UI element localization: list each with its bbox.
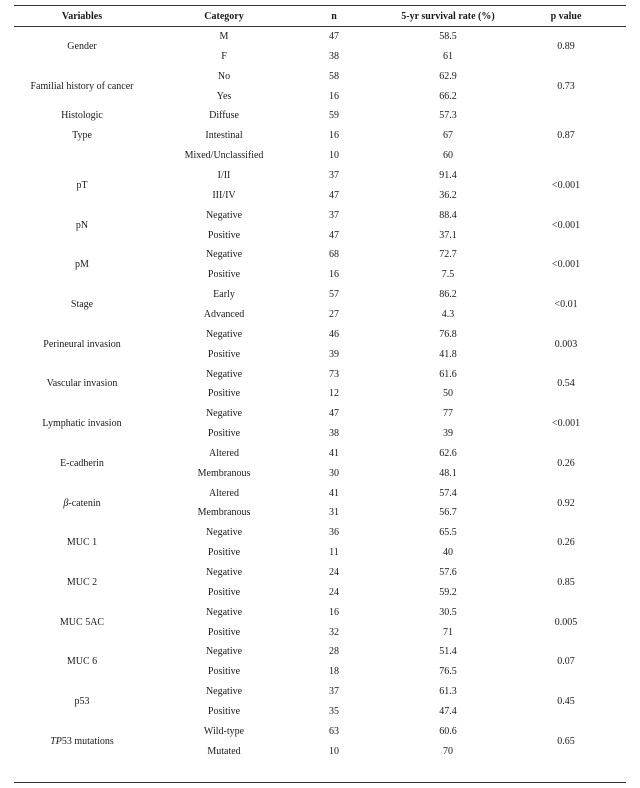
row-n: 11 [329, 547, 339, 559]
row-n: 38 [329, 50, 339, 62]
row-category: Positive [207, 388, 241, 400]
row-n: 16 [329, 130, 339, 142]
header-survival-rate: 5-yr survival rate (%) [401, 11, 495, 22]
variable-label: MUC 1 [66, 537, 98, 549]
variable-label: MUC 2 [66, 576, 98, 588]
row-survival-rate: 77 [443, 408, 453, 420]
p-value: <0.001 [551, 259, 581, 271]
row-survival-rate: 4.3 [441, 308, 455, 320]
variable-label: Gender [67, 40, 97, 52]
variable-label [63, 498, 100, 510]
row-survival-rate: 66.2 [439, 90, 457, 102]
row-category: Membranous [197, 467, 251, 479]
variable-label: pT [76, 179, 88, 191]
row-category: Positive [207, 666, 241, 678]
p-value: 0.92 [557, 497, 575, 509]
p-value: 0.07 [557, 656, 575, 668]
p-value: 0.87 [557, 130, 575, 142]
row-survival-rate: 62.6 [439, 447, 457, 459]
variable-label: Familial history of cancer [30, 80, 134, 92]
row-n: 24 [329, 567, 339, 578]
row-survival-rate: 50 [443, 388, 453, 400]
table-header-rule [14, 26, 626, 27]
row-category: Positive [207, 547, 241, 559]
row-category: III/IV [212, 189, 236, 201]
row-survival-rate: 57.4 [439, 487, 457, 499]
row-n: 27 [329, 308, 339, 320]
p-value: 0.003 [554, 338, 578, 350]
row-category: Mixed/Unclassified [184, 150, 264, 162]
variable-label: pM [75, 259, 89, 271]
row-survival-rate: 56.7 [439, 507, 457, 519]
p-value: 0.54 [557, 378, 575, 390]
row-category: F [221, 50, 227, 62]
row-n: 31 [329, 507, 339, 519]
row-category: Early [213, 289, 235, 301]
row-category: Negative [205, 209, 243, 221]
row-survival-rate: 36.2 [439, 189, 457, 201]
row-n: 24 [329, 586, 339, 598]
variable-label: MUC 6 [66, 656, 98, 668]
row-category: Positive [207, 229, 241, 241]
row-category: Negative [205, 408, 243, 420]
row-survival-rate: 57.3 [439, 110, 457, 122]
p-value: 0.45 [557, 696, 575, 707]
row-category: Negative [205, 328, 243, 340]
row-category: No [217, 70, 231, 82]
row-category: Membranous [197, 507, 251, 519]
row-n: 39 [329, 348, 339, 360]
row-n: 16 [329, 606, 339, 618]
row-category: Negative [205, 368, 243, 380]
row-survival-rate: 60 [443, 150, 453, 162]
row-n: 16 [329, 269, 339, 281]
row-n: 47 [329, 408, 339, 420]
header-variables: Variables [61, 11, 103, 22]
row-survival-rate: 62.9 [439, 70, 457, 82]
row-category: Positive [207, 626, 241, 638]
row-survival-rate: 86.2 [439, 289, 457, 301]
row-n: 37 [329, 170, 339, 181]
p-value: 0.26 [557, 457, 575, 469]
p-value: 0.85 [557, 576, 575, 588]
row-survival-rate: 51.4 [439, 646, 457, 658]
variable-label: Vascular invasion [46, 378, 118, 390]
p-value: 0.73 [557, 80, 575, 92]
row-category: Negative [205, 249, 243, 261]
row-survival-rate: 57.6 [439, 567, 457, 578]
p-value: 0.26 [557, 537, 575, 549]
variable-label: Lymphatic invasion [42, 418, 122, 430]
header-p-value: p value [550, 11, 582, 22]
row-survival-rate: 30.5 [439, 606, 457, 618]
row-category: Positive [207, 348, 241, 360]
row-n: 37 [329, 686, 339, 698]
row-n: 41 [329, 447, 339, 459]
row-survival-rate: 41.8 [439, 348, 457, 360]
variable-label [50, 736, 114, 748]
row-survival-rate: 67 [443, 130, 453, 142]
row-survival-rate: 39 [443, 428, 453, 439]
variable-label: p53 [74, 696, 90, 707]
row-n: 47 [329, 229, 339, 241]
row-category: Positive [207, 705, 241, 717]
row-survival-rate: 48.1 [439, 467, 457, 479]
variable-label: pN [75, 219, 89, 231]
row-n: 63 [329, 725, 339, 737]
row-n: 37 [329, 209, 339, 221]
row-category: Wild-type [203, 725, 245, 737]
variable-label-rest: -catenin [68, 497, 101, 509]
row-n: 32 [329, 626, 339, 638]
row-n: 47 [329, 189, 339, 201]
row-category: Negative [205, 686, 243, 698]
row-n: 58 [329, 70, 339, 82]
p-value: <0.001 [551, 219, 581, 231]
row-survival-rate: 59.2 [439, 586, 457, 598]
row-n: 30 [329, 467, 339, 479]
header-n: n [331, 11, 337, 22]
row-n: 38 [329, 428, 339, 439]
row-survival-rate: 61.3 [439, 686, 457, 698]
row-n: 16 [329, 90, 339, 102]
row-survival-rate: 60.6 [439, 725, 457, 737]
row-survival-rate: 88.4 [439, 209, 457, 221]
variable-label: E-cadherin [60, 457, 104, 469]
row-category: Yes [216, 90, 232, 102]
row-n: 47 [329, 31, 339, 42]
row-n: 10 [329, 745, 339, 757]
row-category: Advanced [203, 308, 245, 320]
row-n: 59 [329, 110, 339, 122]
variable-label: Histologic [61, 110, 103, 122]
row-n: 41 [329, 487, 339, 499]
p-value: 0.89 [557, 40, 575, 52]
row-n: 35 [329, 705, 339, 717]
p-value: <0.001 [551, 418, 581, 430]
p-value: 0.65 [557, 735, 575, 747]
row-survival-rate: 7.5 [441, 269, 455, 281]
row-category: Altered [209, 487, 239, 499]
header-category: Category [204, 11, 244, 22]
row-n: 73 [329, 368, 339, 380]
row-n: 36 [329, 527, 339, 539]
row-n: 10 [329, 150, 339, 162]
row-category: Positive [207, 586, 241, 598]
variable-label-rest: 53 mutations [61, 735, 114, 747]
p-value: <0.001 [551, 179, 581, 191]
row-survival-rate: 61.6 [439, 368, 457, 380]
row-survival-rate: 71 [443, 626, 453, 638]
row-category: Negative [205, 646, 243, 658]
p-value: <0.01 [554, 299, 578, 310]
row-survival-rate: 76.8 [439, 328, 457, 340]
row-category: M [219, 31, 229, 42]
variable-label-italic: TP [50, 735, 62, 747]
row-category: Intestinal [205, 130, 243, 142]
row-n: 57 [329, 289, 339, 301]
row-survival-rate: 37.1 [439, 229, 457, 241]
row-survival-rate: 40 [443, 547, 453, 559]
row-category: Altered [209, 447, 239, 459]
row-survival-rate: 47.4 [439, 705, 457, 717]
row-survival-rate: 70 [443, 745, 453, 757]
row-category: Negative [205, 527, 243, 539]
row-category: Negative [205, 567, 243, 578]
row-category: Positive [207, 269, 241, 281]
table-bottom-rule [14, 782, 626, 783]
variable-label-italic: β [63, 497, 69, 509]
row-survival-rate: 76.5 [439, 666, 457, 678]
table-top-rule [14, 5, 626, 6]
row-category: Mutated [207, 745, 241, 757]
row-survival-rate: 61 [443, 50, 453, 62]
variable-label: MUC 5AC [59, 616, 105, 628]
p-value: 0.005 [554, 616, 578, 628]
row-n: 18 [329, 666, 339, 678]
row-survival-rate: 72.7 [439, 249, 457, 261]
row-n: 68 [329, 249, 339, 261]
row-category: Positive [207, 428, 241, 439]
row-survival-rate: 58.5 [439, 31, 457, 42]
row-n: 28 [329, 646, 339, 658]
row-n: 12 [329, 388, 339, 400]
row-category: Negative [205, 606, 243, 618]
row-n: 46 [329, 328, 339, 340]
variable-label: Perineural invasion [43, 338, 121, 350]
row-survival-rate: 65.5 [439, 527, 457, 539]
variable-label: Stage [70, 299, 94, 310]
variable-label: Type [72, 130, 92, 142]
row-category: I/II [217, 170, 231, 181]
row-survival-rate: 91.4 [439, 170, 457, 181]
row-category: Diffuse [209, 110, 239, 122]
